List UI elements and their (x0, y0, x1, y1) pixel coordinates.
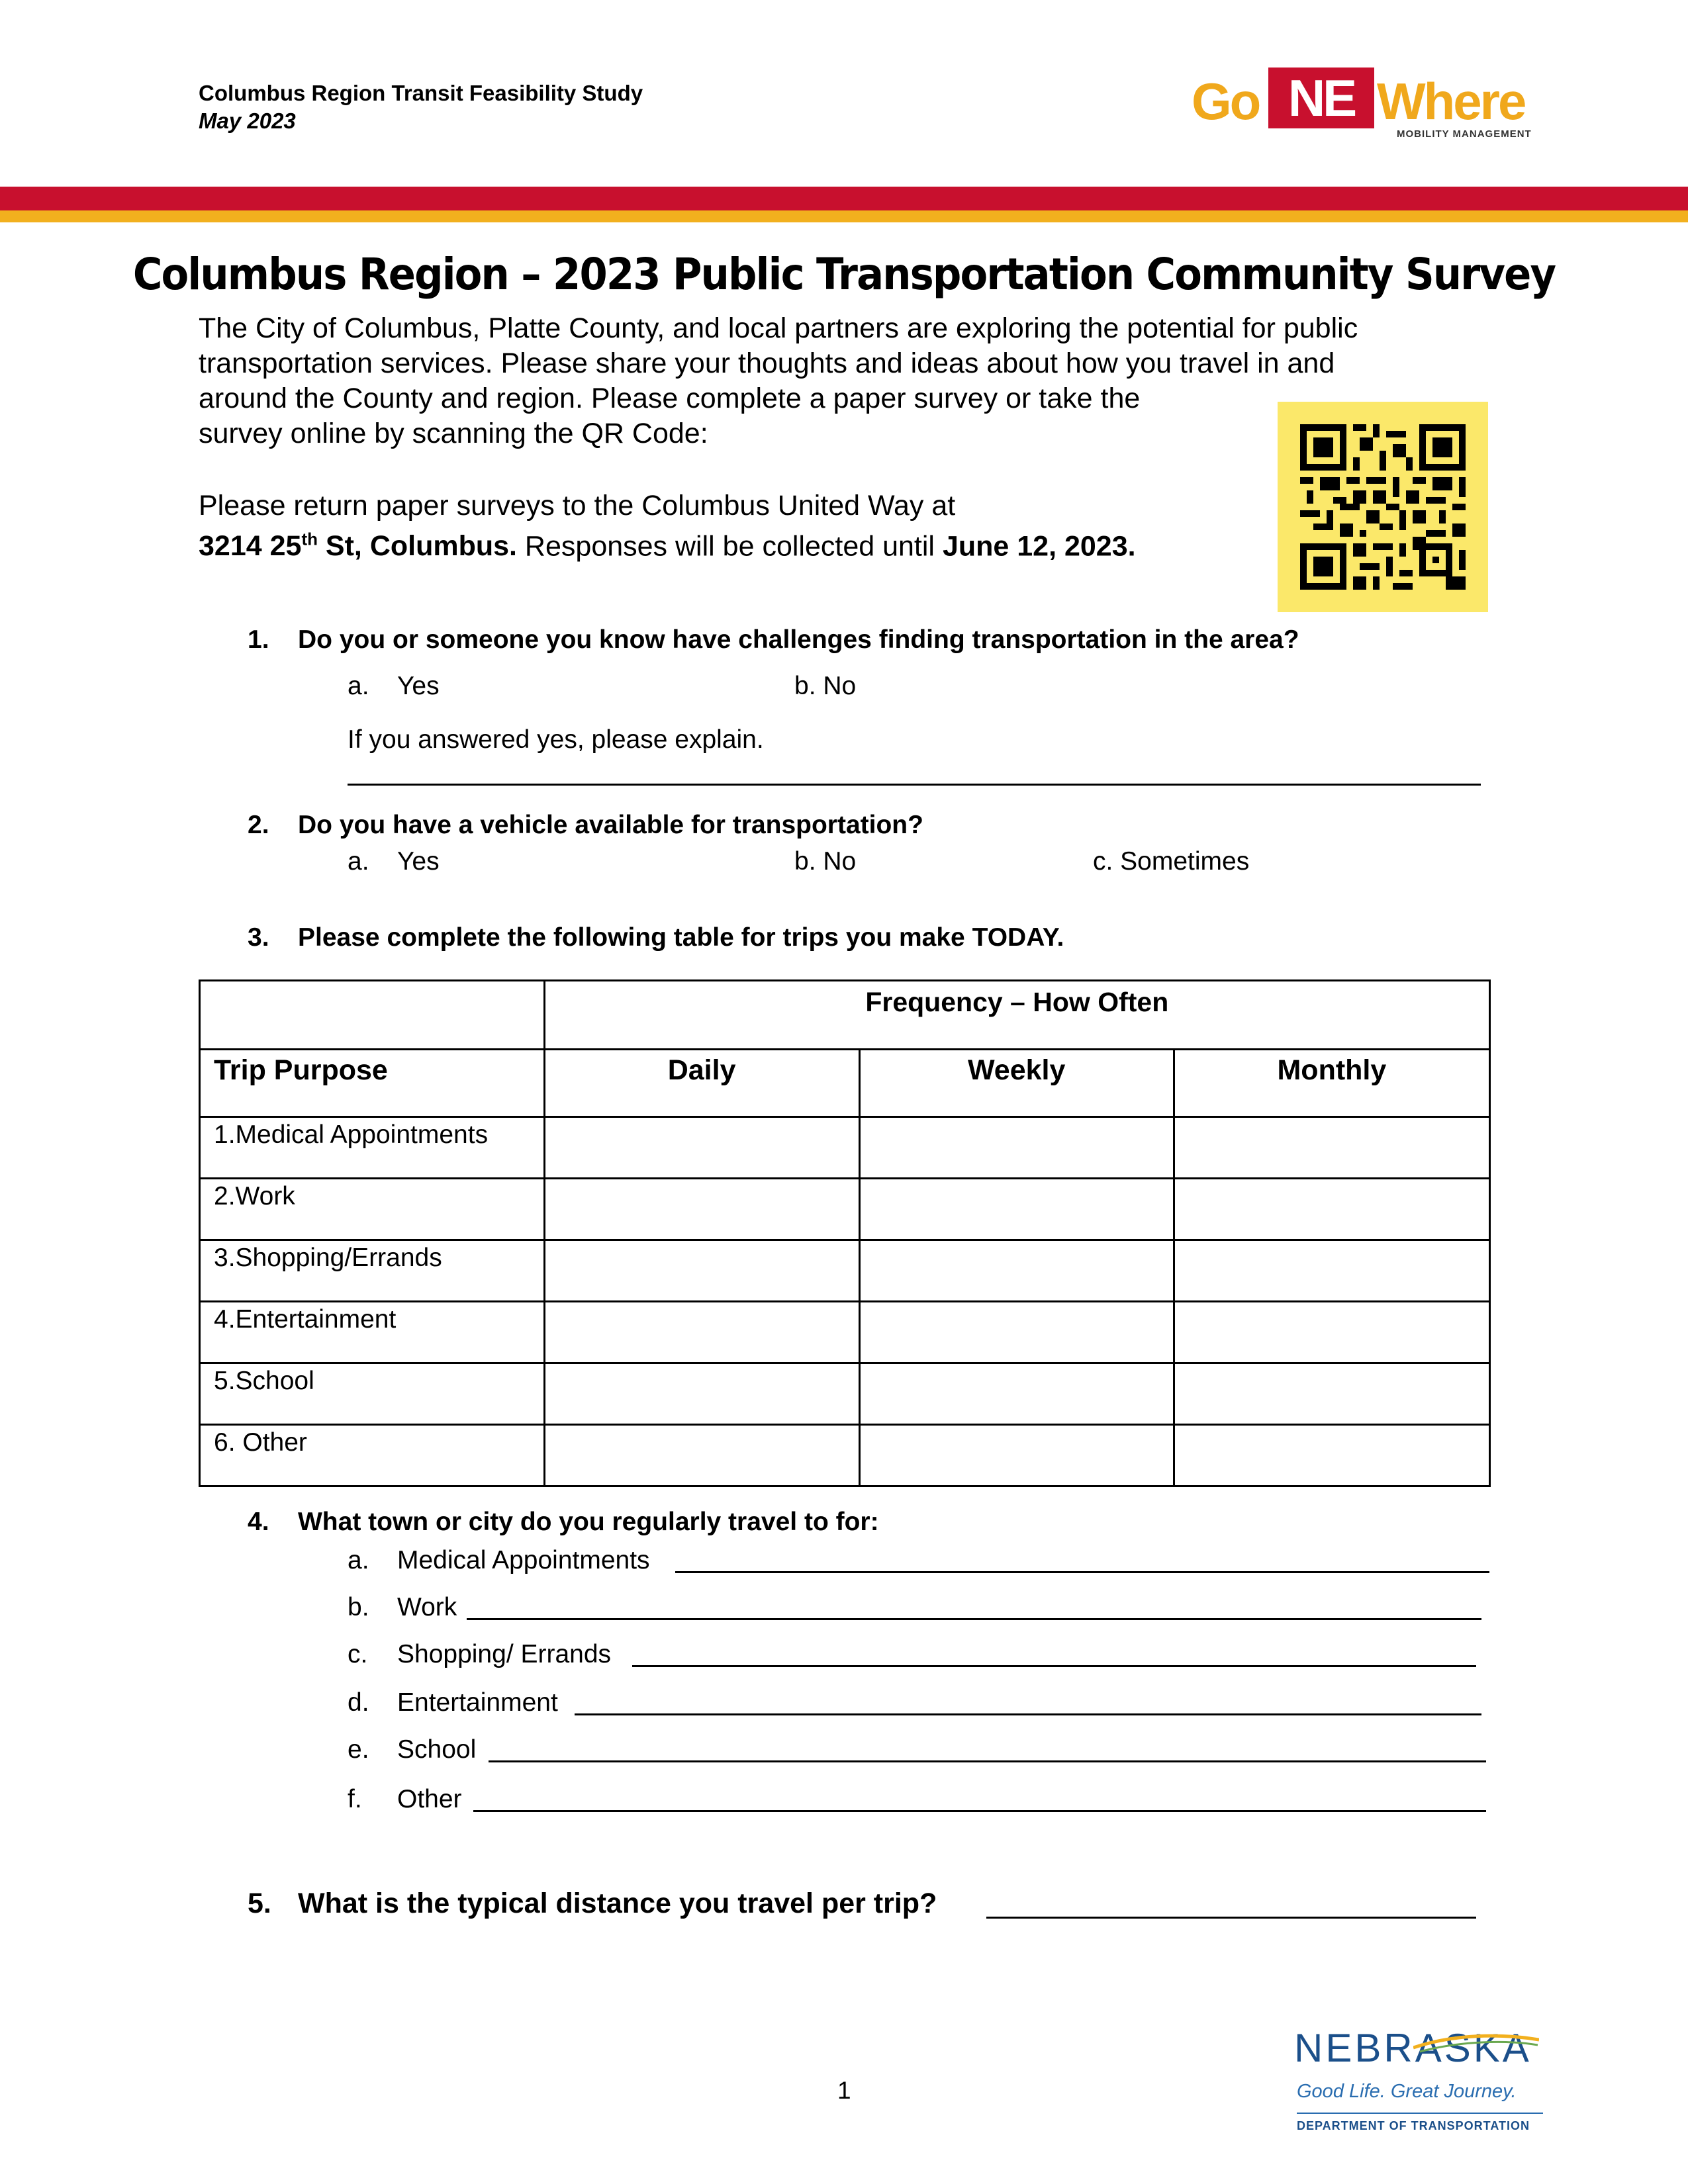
return-address: 3214 25th St, Columbus. (199, 529, 517, 563)
q4-other-answer-line[interactable] (473, 1810, 1486, 1812)
q4-item-letter: a. (348, 1546, 369, 1574)
trip-frequency-table (199, 979, 1491, 1487)
question-text: Please complete the following table for trips you make TODAY. (298, 923, 1064, 952)
question-number: 5. (248, 1888, 271, 1919)
intro-line: around the County and region. Please complete a paper survey or take the (199, 383, 1141, 414)
row-label: 5.School (200, 1363, 545, 1425)
table-row (200, 1240, 1490, 1302)
q4-item-letter: c. (348, 1640, 368, 1668)
monthly-cell[interactable] (1174, 1302, 1489, 1363)
header-band-red (0, 187, 1688, 210)
table-row (200, 1117, 1490, 1179)
q4-work-answer-line[interactable] (467, 1618, 1481, 1620)
row-label: 2.Work (200, 1179, 545, 1240)
study-title: Columbus Region Transit Feasibility Study (199, 81, 643, 105)
weekly-cell[interactable] (859, 1240, 1174, 1302)
weekly-cell[interactable] (859, 1179, 1174, 1240)
q4-item-letter: d. (348, 1688, 369, 1717)
swoosh-icon (1413, 2029, 1539, 2056)
monthly-cell[interactable] (1174, 1179, 1489, 1240)
nebraska-dot-logo (1294, 2025, 1559, 2144)
question-text: Do you have a vehicle available for transportation? (298, 811, 923, 839)
intro-line: survey online by scanning the QR Code: (199, 418, 708, 449)
divider (1297, 2113, 1543, 2114)
table-row (200, 1425, 1490, 1486)
q4-entertainment-answer-line[interactable] (575, 1713, 1481, 1715)
daily-cell[interactable] (544, 1179, 859, 1240)
intro-line: The City of Columbus, Platte County, and local partners are exploring the potential for public (199, 312, 1358, 344)
weekly-cell[interactable] (859, 1363, 1174, 1425)
question-5 (248, 1888, 1505, 1927)
monthly-cell[interactable] (1174, 1363, 1489, 1425)
monthly-cell[interactable] (1174, 1240, 1489, 1302)
q4-item-label: Other (397, 1785, 462, 1813)
logo-where: Where (1377, 72, 1525, 130)
daily-cell[interactable] (544, 1363, 859, 1425)
q4-item-label: School (397, 1735, 477, 1764)
daily-cell[interactable] (544, 1425, 859, 1486)
q2-option-no[interactable]: b. No (794, 847, 857, 876)
table-row (200, 1179, 1490, 1240)
intro-line: transportation services. Please share your thoughts and ideas about how you travel in and (199, 347, 1335, 379)
q5-answer-line[interactable] (986, 1917, 1476, 1919)
question-text: What is the typical distance you travel per trip? (298, 1888, 937, 1919)
daily-cell[interactable] (544, 1302, 859, 1363)
study-date: May 2023 (199, 109, 296, 133)
col-monthly: Monthly (1174, 1050, 1489, 1117)
collection-note: Responses will be collected until (516, 530, 943, 563)
row-label: 4.Entertainment (200, 1302, 545, 1363)
q2-option-sometimes[interactable]: c. Sometimes (1093, 847, 1250, 876)
q4-item-label: Medical Appointments (397, 1546, 650, 1574)
gonewhere-logo (1192, 64, 1536, 143)
q4-item-label: Entertainment (397, 1688, 558, 1717)
q4-item-label: Work (397, 1593, 457, 1621)
q4-school-answer-line[interactable] (489, 1760, 1486, 1762)
qr-code-icon[interactable] (1300, 424, 1466, 590)
q1-option-no[interactable]: b. No (794, 672, 857, 700)
q1-explain-prompt: If you answered yes, please explain. (348, 725, 764, 754)
q4-shopping-answer-line[interactable] (632, 1665, 1476, 1667)
intro-paragraph (199, 311, 1456, 451)
daily-cell[interactable] (544, 1240, 859, 1302)
monthly-cell[interactable] (1174, 1117, 1489, 1179)
question-number: 2. (248, 811, 269, 839)
survey-title: Columbus Region – 2023 Public Transportation Community Survey (132, 249, 1556, 300)
question-4 (248, 1508, 1505, 1541)
frequency-header: Frequency – How Often (544, 981, 1489, 1050)
question-number: 1. (248, 625, 269, 654)
return-instructions: Please return paper surveys to the Columbus United Way at (199, 490, 956, 522)
question-text: What town or city do you regularly travel to for: (298, 1508, 879, 1536)
question-text: Do you or someone you know have challenges finding transportation in the area? (298, 625, 1299, 654)
logo-subtitle: MOBILITY MANAGEMENT (1397, 128, 1532, 140)
logo-ne: NE (1268, 68, 1374, 128)
nebraska-tagline: Good Life. Great Journey. (1297, 2081, 1517, 2102)
weekly-cell[interactable] (859, 1117, 1174, 1179)
department-name: DEPARTMENT OF TRANSPORTATION (1297, 2119, 1530, 2132)
weekly-cell[interactable] (859, 1302, 1174, 1363)
row-label: 6. Other (200, 1425, 545, 1486)
q4-item-letter: b. (348, 1593, 369, 1621)
table-column-header-row (200, 1050, 1490, 1117)
q2-option-yes[interactable]: Yes (397, 847, 440, 876)
header-band-yellow (0, 210, 1688, 222)
table-header-row (200, 981, 1490, 1050)
monthly-cell[interactable] (1174, 1425, 1489, 1486)
page-number: 1 (837, 2077, 851, 2104)
table-row (200, 1363, 1490, 1425)
question-number: 3. (248, 923, 269, 952)
table-row (200, 1302, 1490, 1363)
table-corner-cell (200, 981, 545, 1050)
question-number: 4. (248, 1508, 269, 1536)
return-address-line (199, 529, 1136, 563)
col-trip-purpose: Trip Purpose (200, 1050, 545, 1117)
daily-cell[interactable] (544, 1117, 859, 1179)
q1-option-a-letter: a. (348, 672, 369, 700)
q1-explain-answer-line[interactable] (348, 784, 1481, 786)
q4-item-letter: e. (348, 1735, 369, 1764)
nebraska-wordmark: NEBRASKA (1294, 2026, 1532, 2070)
question-3 (248, 923, 1505, 956)
row-label: 3.Shopping/Errands (200, 1240, 545, 1302)
q1-option-yes[interactable]: Yes (397, 672, 440, 700)
question-2 (248, 811, 1505, 844)
weekly-cell[interactable] (859, 1425, 1174, 1486)
qr-code-panel[interactable] (1278, 402, 1488, 612)
q2-option-a-letter: a. (348, 847, 369, 876)
q4-item-label: Shopping/ Errands (397, 1640, 612, 1668)
col-daily: Daily (544, 1050, 859, 1117)
row-label: 1.Medical Appointments (200, 1117, 545, 1179)
col-weekly: Weekly (859, 1050, 1174, 1117)
deadline: June 12, 2023. (942, 530, 1136, 563)
question-1 (248, 625, 1505, 659)
q4-medical-answer-line[interactable] (675, 1571, 1489, 1573)
q4-item-letter: f. (348, 1785, 362, 1813)
logo-go: Go (1192, 72, 1260, 130)
